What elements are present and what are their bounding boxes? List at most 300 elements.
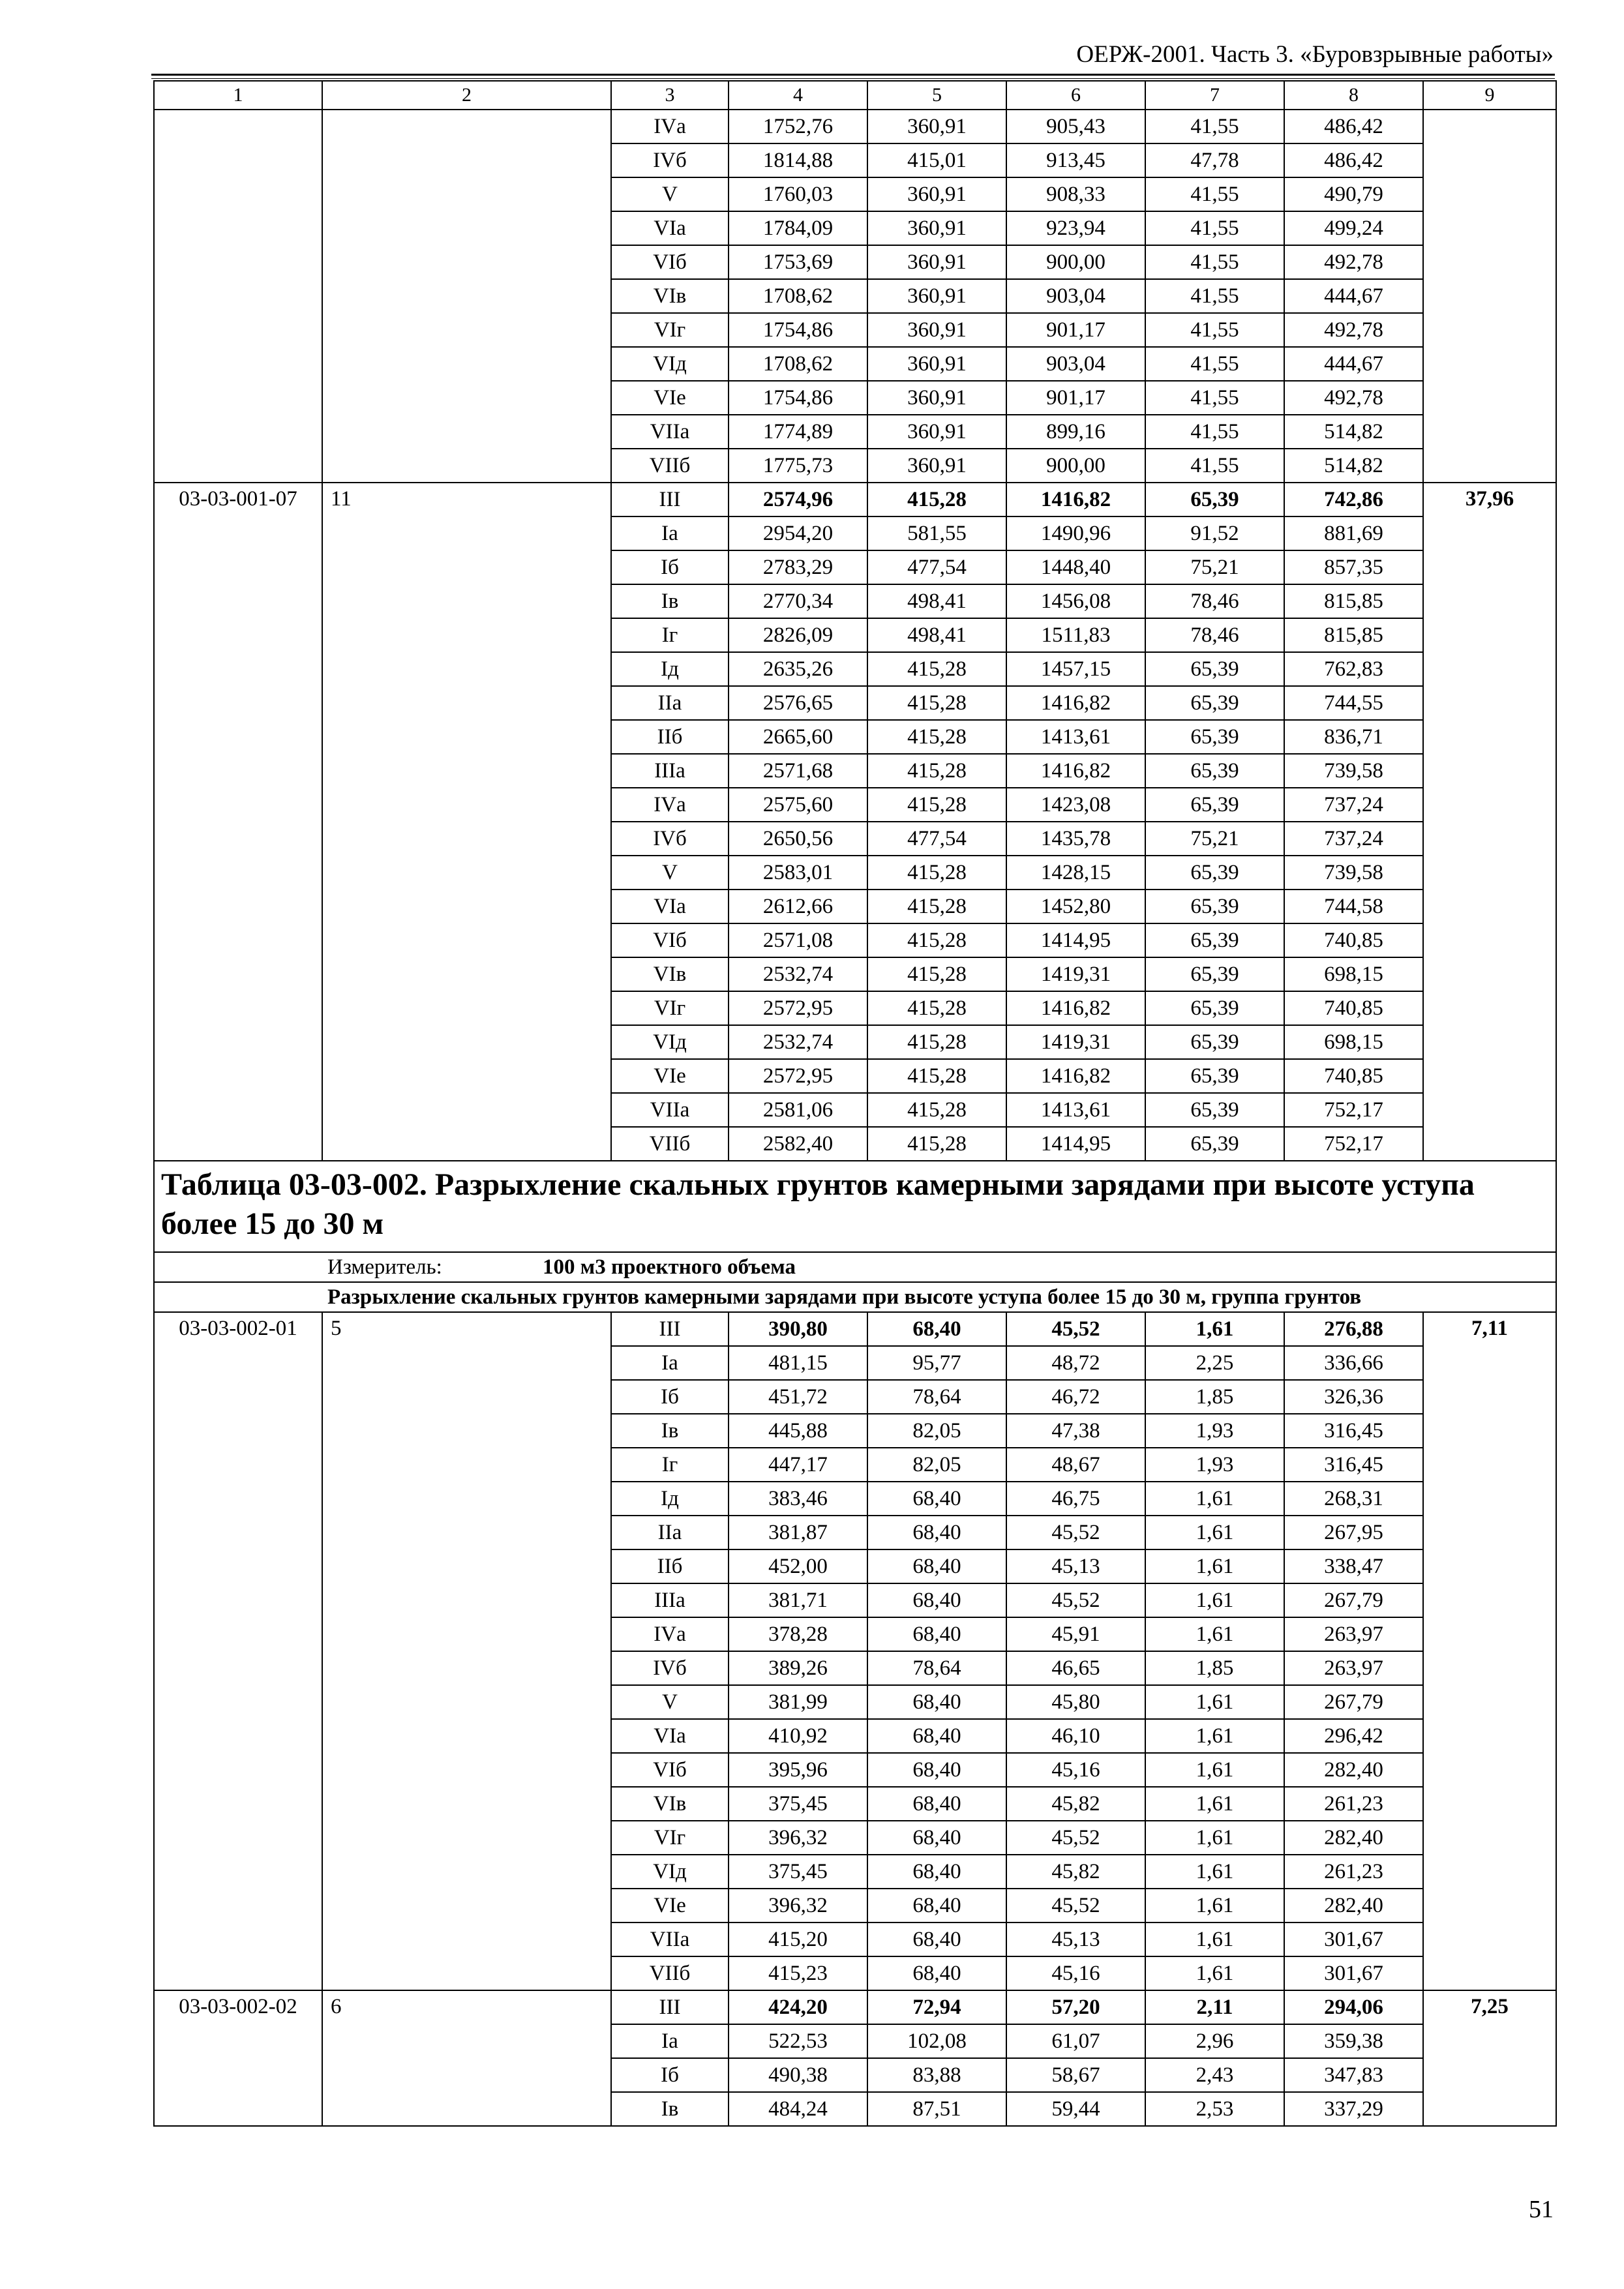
crew-rank-cell bbox=[322, 110, 611, 483]
value-cell: 267,95 bbox=[1284, 1516, 1423, 1549]
value-cell: 68,40 bbox=[867, 1549, 1006, 1583]
soil-group-cell: Iв bbox=[611, 1414, 729, 1448]
value-cell: 415,28 bbox=[867, 890, 1006, 923]
crew-rank-cell: 5 bbox=[322, 1312, 611, 1990]
value-cell: 337,29 bbox=[1284, 2092, 1423, 2126]
soil-group-cell: Iб bbox=[611, 2058, 729, 2092]
value-cell: 282,40 bbox=[1284, 1821, 1423, 1855]
value-cell: 484,24 bbox=[729, 2092, 867, 2126]
value-cell: 261,23 bbox=[1284, 1855, 1423, 1889]
value-cell: 415,28 bbox=[867, 1127, 1006, 1161]
value-cell: 581,55 bbox=[867, 516, 1006, 550]
value-cell: 415,28 bbox=[867, 483, 1006, 516]
table-row bbox=[154, 110, 1556, 143]
rate-code-cell: 03-03-001-07 bbox=[154, 483, 322, 1161]
value-cell: 65,39 bbox=[1145, 652, 1284, 686]
value-cell: 486,42 bbox=[1284, 143, 1423, 177]
soil-group-cell: IVб bbox=[611, 822, 729, 856]
value-cell: 45,52 bbox=[1006, 1821, 1145, 1855]
machinist-cost-cell bbox=[1423, 110, 1556, 483]
value-cell: 2650,56 bbox=[729, 822, 867, 856]
value-cell: 740,85 bbox=[1284, 923, 1423, 957]
value-cell: 1423,08 bbox=[1006, 788, 1145, 822]
soil-group-cell: V bbox=[611, 856, 729, 890]
soil-group-cell: VIIа bbox=[611, 415, 729, 449]
value-cell: 65,39 bbox=[1145, 890, 1284, 923]
soil-group-cell: VIIа bbox=[611, 1922, 729, 1956]
column-number: 1 bbox=[154, 81, 322, 110]
value-cell: 65,39 bbox=[1145, 483, 1284, 516]
soil-group-cell: VIб bbox=[611, 923, 729, 957]
value-cell: 522,53 bbox=[729, 2024, 867, 2058]
value-cell: 762,83 bbox=[1284, 652, 1423, 686]
soil-group-cell: Iа bbox=[611, 1346, 729, 1380]
value-cell: 326,36 bbox=[1284, 1380, 1423, 1414]
value-cell: 383,46 bbox=[729, 1482, 867, 1516]
value-cell: 360,91 bbox=[867, 245, 1006, 279]
rate-code-cell: 03-03-002-01 bbox=[154, 1312, 322, 1990]
value-cell: 360,91 bbox=[867, 279, 1006, 313]
value-cell: 514,82 bbox=[1284, 415, 1423, 449]
value-cell: 378,28 bbox=[729, 1617, 867, 1651]
value-cell: 444,67 bbox=[1284, 279, 1423, 313]
value-cell: 87,51 bbox=[867, 2092, 1006, 2126]
value-cell: 359,38 bbox=[1284, 2024, 1423, 2058]
soil-group-cell: III bbox=[611, 1990, 729, 2024]
value-cell: 396,32 bbox=[729, 1821, 867, 1855]
value-cell: 68,40 bbox=[867, 1719, 1006, 1753]
value-cell: 360,91 bbox=[867, 177, 1006, 211]
value-cell: 1416,82 bbox=[1006, 1059, 1145, 1093]
value-cell: 1414,95 bbox=[1006, 1127, 1145, 1161]
value-cell: 65,39 bbox=[1145, 856, 1284, 890]
value-cell: 2665,60 bbox=[729, 720, 867, 754]
value-cell: 2532,74 bbox=[729, 957, 867, 991]
column-number: 8 bbox=[1284, 81, 1423, 110]
soil-group-cell: V bbox=[611, 1685, 729, 1719]
value-cell: 347,83 bbox=[1284, 2058, 1423, 2092]
value-cell: 41,55 bbox=[1145, 381, 1284, 415]
value-cell: 900,00 bbox=[1006, 449, 1145, 483]
value-cell: 1784,09 bbox=[729, 211, 867, 245]
value-cell: 1752,76 bbox=[729, 110, 867, 143]
value-cell: 360,91 bbox=[867, 347, 1006, 381]
soil-group-cell: VIе bbox=[611, 1059, 729, 1093]
value-cell: 68,40 bbox=[867, 1516, 1006, 1549]
value-cell: 78,46 bbox=[1145, 618, 1284, 652]
value-cell: 68,40 bbox=[867, 1753, 1006, 1787]
value-cell: 857,35 bbox=[1284, 550, 1423, 584]
value-cell: 410,92 bbox=[729, 1719, 867, 1753]
value-cell: 68,40 bbox=[867, 1787, 1006, 1821]
soil-group-cell: VIе bbox=[611, 381, 729, 415]
value-cell: 2574,96 bbox=[729, 483, 867, 516]
value-cell: 2826,09 bbox=[729, 618, 867, 652]
value-cell: 1754,86 bbox=[729, 313, 867, 347]
value-cell: 1,85 bbox=[1145, 1651, 1284, 1685]
value-cell: 68,40 bbox=[867, 1889, 1006, 1922]
value-cell: 1456,08 bbox=[1006, 584, 1145, 618]
value-cell: 492,78 bbox=[1284, 313, 1423, 347]
soil-group-cell: VIд bbox=[611, 1025, 729, 1059]
value-cell: 390,80 bbox=[729, 1312, 867, 1346]
value-cell: 415,28 bbox=[867, 991, 1006, 1025]
column-number: 3 bbox=[611, 81, 729, 110]
header-rule bbox=[151, 74, 1555, 76]
value-cell: 2583,01 bbox=[729, 856, 867, 890]
column-number: 4 bbox=[729, 81, 867, 110]
crew-rank-cell: 11 bbox=[322, 483, 611, 1161]
value-cell: 72,94 bbox=[867, 1990, 1006, 2024]
value-cell: 739,58 bbox=[1284, 856, 1423, 890]
value-cell: 1,61 bbox=[1145, 1549, 1284, 1583]
value-cell: 389,26 bbox=[729, 1651, 867, 1685]
value-cell: 1,61 bbox=[1145, 1583, 1284, 1617]
value-cell: 424,20 bbox=[729, 1990, 867, 2024]
value-cell: 396,32 bbox=[729, 1889, 867, 1922]
value-cell: 65,39 bbox=[1145, 957, 1284, 991]
soil-group-cell: VIг bbox=[611, 991, 729, 1025]
value-cell: 45,52 bbox=[1006, 1583, 1145, 1617]
value-cell: 1753,69 bbox=[729, 245, 867, 279]
value-cell: 48,72 bbox=[1006, 1346, 1145, 1380]
value-cell: 41,55 bbox=[1145, 313, 1284, 347]
soil-group-cell: VIе bbox=[611, 1889, 729, 1922]
value-cell: 1416,82 bbox=[1006, 754, 1145, 788]
value-cell: 490,38 bbox=[729, 2058, 867, 2092]
value-cell: 1,61 bbox=[1145, 1889, 1284, 1922]
soil-group-cell: III bbox=[611, 483, 729, 516]
value-cell: 78,64 bbox=[867, 1651, 1006, 1685]
value-cell: 45,13 bbox=[1006, 1549, 1145, 1583]
value-cell: 267,79 bbox=[1284, 1685, 1423, 1719]
table-row bbox=[154, 1990, 1556, 2024]
value-cell: 65,39 bbox=[1145, 1093, 1284, 1127]
value-cell: 1775,73 bbox=[729, 449, 867, 483]
soil-group-cell: IIIа bbox=[611, 1583, 729, 1617]
value-cell: 2,11 bbox=[1145, 1990, 1284, 2024]
value-cell: 45,91 bbox=[1006, 1617, 1145, 1651]
value-cell: 498,41 bbox=[867, 618, 1006, 652]
value-cell: 737,24 bbox=[1284, 788, 1423, 822]
value-cell: 82,05 bbox=[867, 1414, 1006, 1448]
value-cell: 65,39 bbox=[1145, 1059, 1284, 1093]
soil-group-cell: IIб bbox=[611, 1549, 729, 1583]
value-cell: 75,21 bbox=[1145, 550, 1284, 584]
soil-group-cell: V bbox=[611, 177, 729, 211]
value-cell: 68,40 bbox=[867, 1617, 1006, 1651]
value-cell: 492,78 bbox=[1284, 381, 1423, 415]
value-cell: 1413,61 bbox=[1006, 720, 1145, 754]
value-cell: 1,61 bbox=[1145, 1312, 1284, 1346]
value-cell: 68,40 bbox=[867, 1956, 1006, 1990]
soil-group-cell: Iа bbox=[611, 2024, 729, 2058]
value-cell: 268,31 bbox=[1284, 1482, 1423, 1516]
value-cell: 57,20 bbox=[1006, 1990, 1145, 2024]
value-cell: 737,24 bbox=[1284, 822, 1423, 856]
value-cell: 261,23 bbox=[1284, 1787, 1423, 1821]
soil-group-cell: Iг bbox=[611, 618, 729, 652]
soil-group-cell: VIв bbox=[611, 957, 729, 991]
value-cell: 1,85 bbox=[1145, 1380, 1284, 1414]
soil-group-cell: Iа bbox=[611, 516, 729, 550]
value-cell: 91,52 bbox=[1145, 516, 1284, 550]
value-cell: 1457,15 bbox=[1006, 652, 1145, 686]
value-cell: 68,40 bbox=[867, 1583, 1006, 1617]
value-cell: 294,06 bbox=[1284, 1990, 1423, 2024]
value-cell: 1,61 bbox=[1145, 1821, 1284, 1855]
soil-group-cell: VIд bbox=[611, 347, 729, 381]
soil-group-cell: Iд bbox=[611, 652, 729, 686]
value-cell: 301,67 bbox=[1284, 1956, 1423, 1990]
value-cell: 447,17 bbox=[729, 1448, 867, 1482]
meter-value: 100 м3 проектного объема bbox=[543, 1255, 796, 1279]
value-cell: 267,79 bbox=[1284, 1583, 1423, 1617]
value-cell: 41,55 bbox=[1145, 449, 1284, 483]
value-cell: 2,96 bbox=[1145, 2024, 1284, 2058]
soil-group-cell: III bbox=[611, 1312, 729, 1346]
value-cell: 492,78 bbox=[1284, 245, 1423, 279]
value-cell: 59,44 bbox=[1006, 2092, 1145, 2126]
value-cell: 2572,95 bbox=[729, 991, 867, 1025]
value-cell: 45,52 bbox=[1006, 1889, 1145, 1922]
value-cell: 923,94 bbox=[1006, 211, 1145, 245]
soil-group-cell: VIв bbox=[611, 279, 729, 313]
value-cell: 415,28 bbox=[867, 923, 1006, 957]
value-cell: 47,78 bbox=[1145, 143, 1284, 177]
value-cell: 65,39 bbox=[1145, 754, 1284, 788]
value-cell: 477,54 bbox=[867, 550, 1006, 584]
value-cell: 1435,78 bbox=[1006, 822, 1145, 856]
value-cell: 65,39 bbox=[1145, 788, 1284, 822]
value-cell: 46,65 bbox=[1006, 1651, 1145, 1685]
value-cell: 360,91 bbox=[867, 110, 1006, 143]
value-cell: 2532,74 bbox=[729, 1025, 867, 1059]
machinist-cost-cell: 37,96 bbox=[1423, 483, 1556, 1161]
value-cell: 78,46 bbox=[1145, 584, 1284, 618]
value-cell: 2954,20 bbox=[729, 516, 867, 550]
table-title: Таблица 03-03-002. Разрыхление скальных грунтов камерными зарядами при высоте уступа более 15 до 30 м bbox=[154, 1161, 1556, 1252]
value-cell: 45,82 bbox=[1006, 1855, 1145, 1889]
value-cell: 415,01 bbox=[867, 143, 1006, 177]
value-cell: 301,67 bbox=[1284, 1922, 1423, 1956]
value-cell: 2,25 bbox=[1145, 1346, 1284, 1380]
value-cell: 360,91 bbox=[867, 211, 1006, 245]
value-cell: 360,91 bbox=[867, 449, 1006, 483]
value-cell: 1814,88 bbox=[729, 143, 867, 177]
value-cell: 1419,31 bbox=[1006, 957, 1145, 991]
value-cell: 901,17 bbox=[1006, 313, 1145, 347]
soil-group-cell: Iб bbox=[611, 1380, 729, 1414]
value-cell: 1416,82 bbox=[1006, 483, 1145, 516]
value-cell: 336,66 bbox=[1284, 1346, 1423, 1380]
soil-group-cell: VIIб bbox=[611, 1956, 729, 1990]
meter-row bbox=[154, 1252, 1556, 1282]
value-cell: 68,40 bbox=[867, 1821, 1006, 1855]
value-cell: 68,40 bbox=[867, 1312, 1006, 1346]
value-cell: 486,42 bbox=[1284, 110, 1423, 143]
value-cell: 415,28 bbox=[867, 1025, 1006, 1059]
value-cell: 282,40 bbox=[1284, 1889, 1423, 1922]
value-cell: 2581,06 bbox=[729, 1093, 867, 1127]
value-cell: 68,40 bbox=[867, 1922, 1006, 1956]
soil-group-cell: Iд bbox=[611, 1482, 729, 1516]
value-cell: 2575,60 bbox=[729, 788, 867, 822]
soil-group-cell: IIIа bbox=[611, 754, 729, 788]
table-title-row bbox=[154, 1161, 1556, 1252]
soil-group-cell: IIа bbox=[611, 686, 729, 720]
value-cell: 45,52 bbox=[1006, 1516, 1145, 1549]
soil-group-cell: VIIб bbox=[611, 449, 729, 483]
value-cell: 2571,08 bbox=[729, 923, 867, 957]
value-cell: 82,05 bbox=[867, 1448, 1006, 1482]
value-cell: 1,93 bbox=[1145, 1448, 1284, 1482]
value-cell: 1419,31 bbox=[1006, 1025, 1145, 1059]
value-cell: 752,17 bbox=[1284, 1127, 1423, 1161]
value-cell: 1413,61 bbox=[1006, 1093, 1145, 1127]
machinist-cost-cell: 7,11 bbox=[1423, 1312, 1556, 1990]
header-rule-thin bbox=[151, 78, 1555, 79]
value-cell: 499,24 bbox=[1284, 211, 1423, 245]
value-cell: 45,13 bbox=[1006, 1922, 1145, 1956]
value-cell: 1428,15 bbox=[1006, 856, 1145, 890]
value-cell: 45,52 bbox=[1006, 1312, 1145, 1346]
value-cell: 41,55 bbox=[1145, 415, 1284, 449]
value-cell: 913,45 bbox=[1006, 143, 1145, 177]
value-cell: 2572,95 bbox=[729, 1059, 867, 1093]
value-cell: 296,42 bbox=[1284, 1719, 1423, 1753]
value-cell: 1,61 bbox=[1145, 1753, 1284, 1787]
value-cell: 903,04 bbox=[1006, 279, 1145, 313]
value-cell: 1,61 bbox=[1145, 1516, 1284, 1549]
value-cell: 415,28 bbox=[867, 652, 1006, 686]
value-cell: 1760,03 bbox=[729, 177, 867, 211]
value-cell: 41,55 bbox=[1145, 245, 1284, 279]
description-row bbox=[154, 1282, 1556, 1312]
soil-group-cell: VIг bbox=[611, 313, 729, 347]
value-cell: 68,40 bbox=[867, 1685, 1006, 1719]
value-cell: 41,55 bbox=[1145, 110, 1284, 143]
column-number: 2 bbox=[322, 81, 611, 110]
value-cell: 360,91 bbox=[867, 415, 1006, 449]
value-cell: 498,41 bbox=[867, 584, 1006, 618]
value-cell: 900,00 bbox=[1006, 245, 1145, 279]
value-cell: 47,38 bbox=[1006, 1414, 1145, 1448]
value-cell: 45,80 bbox=[1006, 1685, 1145, 1719]
soil-group-cell: Iг bbox=[611, 1448, 729, 1482]
value-cell: 2576,65 bbox=[729, 686, 867, 720]
soil-group-cell: VIIб bbox=[611, 1127, 729, 1161]
value-cell: 415,28 bbox=[867, 856, 1006, 890]
value-cell: 263,97 bbox=[1284, 1651, 1423, 1685]
value-cell: 1,61 bbox=[1145, 1617, 1284, 1651]
value-cell: 1511,83 bbox=[1006, 618, 1145, 652]
value-cell: 360,91 bbox=[867, 381, 1006, 415]
soil-group-cell: VIа bbox=[611, 1719, 729, 1753]
value-cell: 445,88 bbox=[729, 1414, 867, 1448]
value-cell: 415,20 bbox=[729, 1922, 867, 1956]
value-cell: 65,39 bbox=[1145, 720, 1284, 754]
value-cell: 415,28 bbox=[867, 686, 1006, 720]
value-cell: 65,39 bbox=[1145, 923, 1284, 957]
value-cell: 2635,26 bbox=[729, 652, 867, 686]
value-cell: 1774,89 bbox=[729, 415, 867, 449]
value-cell: 744,55 bbox=[1284, 686, 1423, 720]
value-cell: 1416,82 bbox=[1006, 686, 1145, 720]
soil-group-cell: Iв bbox=[611, 584, 729, 618]
value-cell: 2582,40 bbox=[729, 1127, 867, 1161]
value-cell: 68,40 bbox=[867, 1482, 1006, 1516]
soil-group-cell: VIб bbox=[611, 245, 729, 279]
value-cell: 415,28 bbox=[867, 957, 1006, 991]
value-cell: 1490,96 bbox=[1006, 516, 1145, 550]
value-cell: 41,55 bbox=[1145, 279, 1284, 313]
column-number: 9 bbox=[1423, 81, 1556, 110]
value-cell: 83,88 bbox=[867, 2058, 1006, 2092]
value-cell: 698,15 bbox=[1284, 1025, 1423, 1059]
table-row bbox=[154, 483, 1556, 516]
value-cell: 490,79 bbox=[1284, 177, 1423, 211]
value-cell: 1,61 bbox=[1145, 1956, 1284, 1990]
page-number: 51 bbox=[1529, 2196, 1554, 2223]
value-cell: 360,91 bbox=[867, 313, 1006, 347]
value-cell: 263,97 bbox=[1284, 1617, 1423, 1651]
value-cell: 742,86 bbox=[1284, 483, 1423, 516]
value-cell: 740,85 bbox=[1284, 991, 1423, 1025]
value-cell: 698,15 bbox=[1284, 957, 1423, 991]
value-cell: 75,21 bbox=[1145, 822, 1284, 856]
value-cell: 1754,86 bbox=[729, 381, 867, 415]
page-header-title: ОЕРЖ-2001. Часть 3. «Буровзрывные работы» bbox=[1076, 41, 1554, 68]
value-cell: 815,85 bbox=[1284, 584, 1423, 618]
soil-group-cell: IIб bbox=[611, 720, 729, 754]
value-cell: 1416,82 bbox=[1006, 991, 1145, 1025]
value-cell: 1,61 bbox=[1145, 1855, 1284, 1889]
value-cell: 739,58 bbox=[1284, 754, 1423, 788]
value-cell: 338,47 bbox=[1284, 1549, 1423, 1583]
value-cell: 2783,29 bbox=[729, 550, 867, 584]
soil-group-cell: VIг bbox=[611, 1821, 729, 1855]
value-cell: 415,23 bbox=[729, 1956, 867, 1990]
soil-group-cell: Iб bbox=[611, 550, 729, 584]
value-cell: 477,54 bbox=[867, 822, 1006, 856]
soil-group-cell: Iв bbox=[611, 2092, 729, 2126]
value-cell: 752,17 bbox=[1284, 1093, 1423, 1127]
soil-group-cell: IIа bbox=[611, 1516, 729, 1549]
value-cell: 815,85 bbox=[1284, 618, 1423, 652]
soil-group-cell: VIа bbox=[611, 890, 729, 923]
value-cell: 65,39 bbox=[1145, 1025, 1284, 1059]
value-cell: 381,71 bbox=[729, 1583, 867, 1617]
value-cell: 1,61 bbox=[1145, 1922, 1284, 1956]
value-cell: 65,39 bbox=[1145, 991, 1284, 1025]
value-cell: 375,45 bbox=[729, 1787, 867, 1821]
value-cell: 45,16 bbox=[1006, 1956, 1145, 1990]
soil-group-cell: IVа bbox=[611, 788, 729, 822]
value-cell: 481,15 bbox=[729, 1346, 867, 1380]
value-cell: 452,00 bbox=[729, 1549, 867, 1583]
value-cell: 68,40 bbox=[867, 1855, 1006, 1889]
rate-code-cell bbox=[154, 110, 322, 483]
value-cell: 395,96 bbox=[729, 1753, 867, 1787]
value-cell: 444,67 bbox=[1284, 347, 1423, 381]
value-cell: 1,61 bbox=[1145, 1482, 1284, 1516]
value-cell: 61,07 bbox=[1006, 2024, 1145, 2058]
value-cell: 905,43 bbox=[1006, 110, 1145, 143]
meter-label: Измеритель: bbox=[327, 1255, 442, 1279]
value-cell: 1,61 bbox=[1145, 1685, 1284, 1719]
crew-rank-cell: 6 bbox=[322, 1990, 611, 2126]
